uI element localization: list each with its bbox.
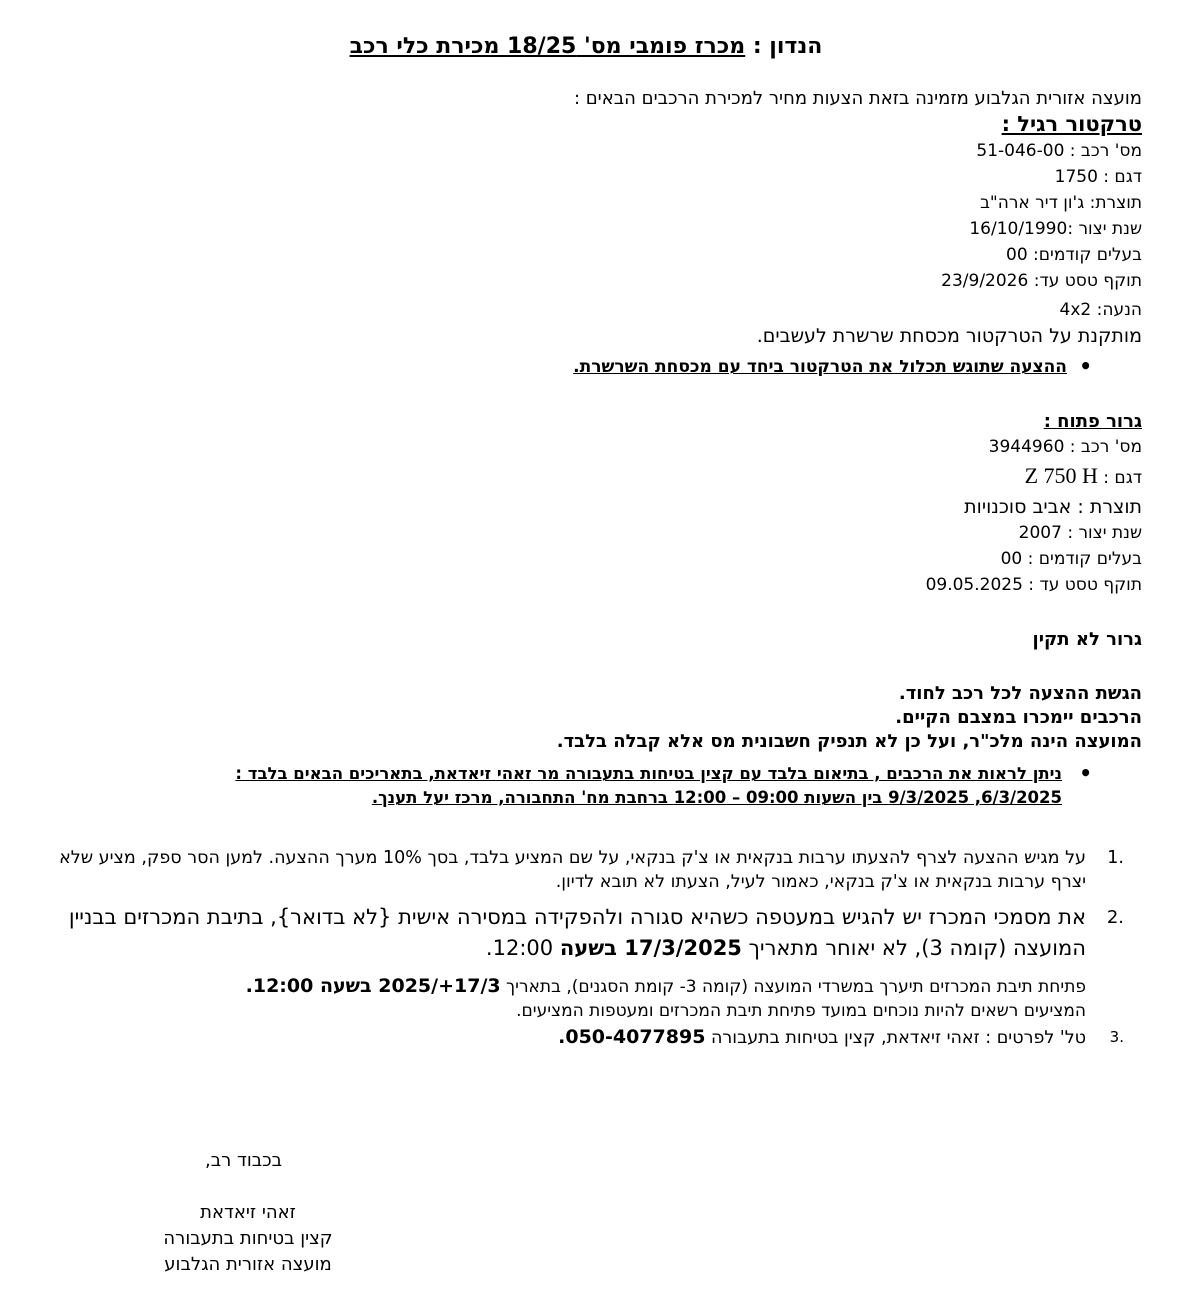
signature-block: [118, 1200, 378, 1278]
trailer-model-label: דגם :: [1097, 468, 1142, 488]
signature-role: קצין בטיחות בתעבורה: [163, 1228, 333, 1249]
list-item: [30, 846, 1142, 894]
item-text: את מסמכי המכרז יש להגיש במעטפה כשהיא סגורה ולהפקידה במסירה אישית {לא בדואר}, בתיבת המכרזים בבניין המועצה (קומה 3), לא יאוחר מתאריך: [68, 905, 1086, 960]
title-main: מכרז פומבי מס' 18/25 מכירת כלי רכב: [349, 34, 746, 59]
note-line: הרכבים יימכרו במצבם הקיים.: [895, 707, 1142, 728]
tractor-bullet: [30, 355, 1142, 379]
opening-paragraph: [30, 974, 1142, 1023]
opening-date: 17/3+/2025 בשעה 12:00.: [245, 975, 501, 997]
tractor-line: מס' רכב : 51-046-00: [976, 141, 1142, 161]
trailer-line: בעלים קודמים : 00: [1000, 549, 1142, 569]
tractor-line: מותקנת על הטרקטור מכסחת שרשרת לעשבים.: [756, 325, 1142, 347]
tractor-heading: טרקטור רגיל :: [1001, 112, 1142, 136]
opening-text: פתיחת תיבת המכרזים תיערך במשרדי המועצה (קומה 3- קומת הסגנים), בתאריך: [500, 977, 1086, 997]
viewing-line-2: 6/3/2025, 9/3/2025 בין השעות 09:00 – 12:00 ברחבת מח' התחבורה, מרכז יעל תענך.: [371, 788, 1062, 807]
document-title: [30, 0, 1142, 59]
trailer-line: תוקף טסט עד : 09.05.2025: [925, 575, 1142, 595]
broken-trailer-heading: גרור לא תקין: [1032, 629, 1142, 650]
signature-org: מועצה אזורית הגלבוע: [164, 1254, 332, 1275]
numbered-list: [30, 846, 1142, 964]
trailer-section: [30, 409, 1142, 598]
tractor-line: שנת יצור :16/10/1990: [969, 219, 1142, 239]
tractor-bullet-text: ההצעה שתוגש תכלול את הטרקטור ביחד עם מכסחת השרשרת.: [573, 357, 1067, 377]
list-item: [30, 1025, 1142, 1050]
tractor-line: תוצרת: ג'ון דיר ארה"ב: [980, 193, 1142, 213]
viewing-line-1: ניתן לראות את הרכבים , בתיאום בלבד עם קצין בטיחות בתעבורה מר זאהי זיאדאת, בתאריכים הבאים בלבד :: [235, 764, 1062, 783]
opening-text-2: המציעים רשאים להיות נוכחים במועד פתיחת תיבת המכרזים ומעטפות המציעים.: [516, 1001, 1086, 1021]
tractor-line: תוקף טסט עד: 23/9/2026: [941, 271, 1142, 291]
tractor-section: [30, 111, 1142, 379]
contact-phone: 050-4077895.: [558, 1026, 706, 1048]
item-text: טל' לפרטים : זאהי זיאדאת, קצין בטיחות בתעבורה: [705, 1028, 1086, 1048]
item-text-tail: 12:00.: [485, 936, 560, 960]
note-line: המועצה הינה מלכ"ר, ועל כן לא תנפיק חשבונית מס אלא קבלה בלבד.: [556, 731, 1142, 752]
numbered-list-cont: [30, 1025, 1142, 1050]
trailer-model-value: Z 750 H: [1024, 463, 1098, 488]
intro-text: מועצה אזורית הגלבוע מזמינה בזאת הצעות מחיר למכירת הרכבים הבאים :: [573, 88, 1142, 109]
notes-block: [30, 682, 1142, 754]
signature-name: זאהי זיאדאת: [200, 1202, 296, 1223]
tractor-line: בעלים קודמים: 00: [1006, 245, 1142, 265]
item-text: על מגיש ההצעה לצרף להצעתו ערבות בנקאית או צ'ק בנקאי, על שם המציע בלבד, בסך 10% מערך ההצעה. למען הסר ספק, מציע שלא יצרף ערבות בנקאית או צ'ק בנקאי, כאמור לעיל, הצעתו לא תובא לדיון.: [59, 848, 1086, 892]
trailer-line: תוצרת : אביב סוכנויות: [964, 496, 1142, 518]
title-prefix: הנדון :: [745, 34, 823, 59]
trailer-line: שנת יצור : 2007: [1018, 523, 1142, 543]
note-line: הגשת ההצעה לכל רכב לחוד.: [898, 683, 1142, 704]
item-number: .2: [1106, 907, 1124, 928]
item-number: .1: [1107, 848, 1124, 868]
tractor-line: דגם : 1750: [1054, 167, 1142, 187]
list-item: [30, 902, 1142, 964]
trailer-line: מס' רכב : 3944960: [988, 437, 1142, 457]
signature-greeting: בכבוד רב,: [205, 1150, 283, 1171]
bullet-dot-icon: •: [1079, 761, 1092, 785]
viewing-bullet: [30, 762, 1142, 810]
trailer-line: [30, 460, 1142, 494]
item-number: .3: [1109, 1028, 1124, 1046]
trailer-heading: גרור פתוח :: [1043, 411, 1142, 432]
bullet-dot-icon: •: [1079, 354, 1092, 378]
submission-date: 17/3/2025 בשעה: [559, 936, 742, 960]
tractor-line: הנעה: 4x2: [1059, 300, 1142, 320]
